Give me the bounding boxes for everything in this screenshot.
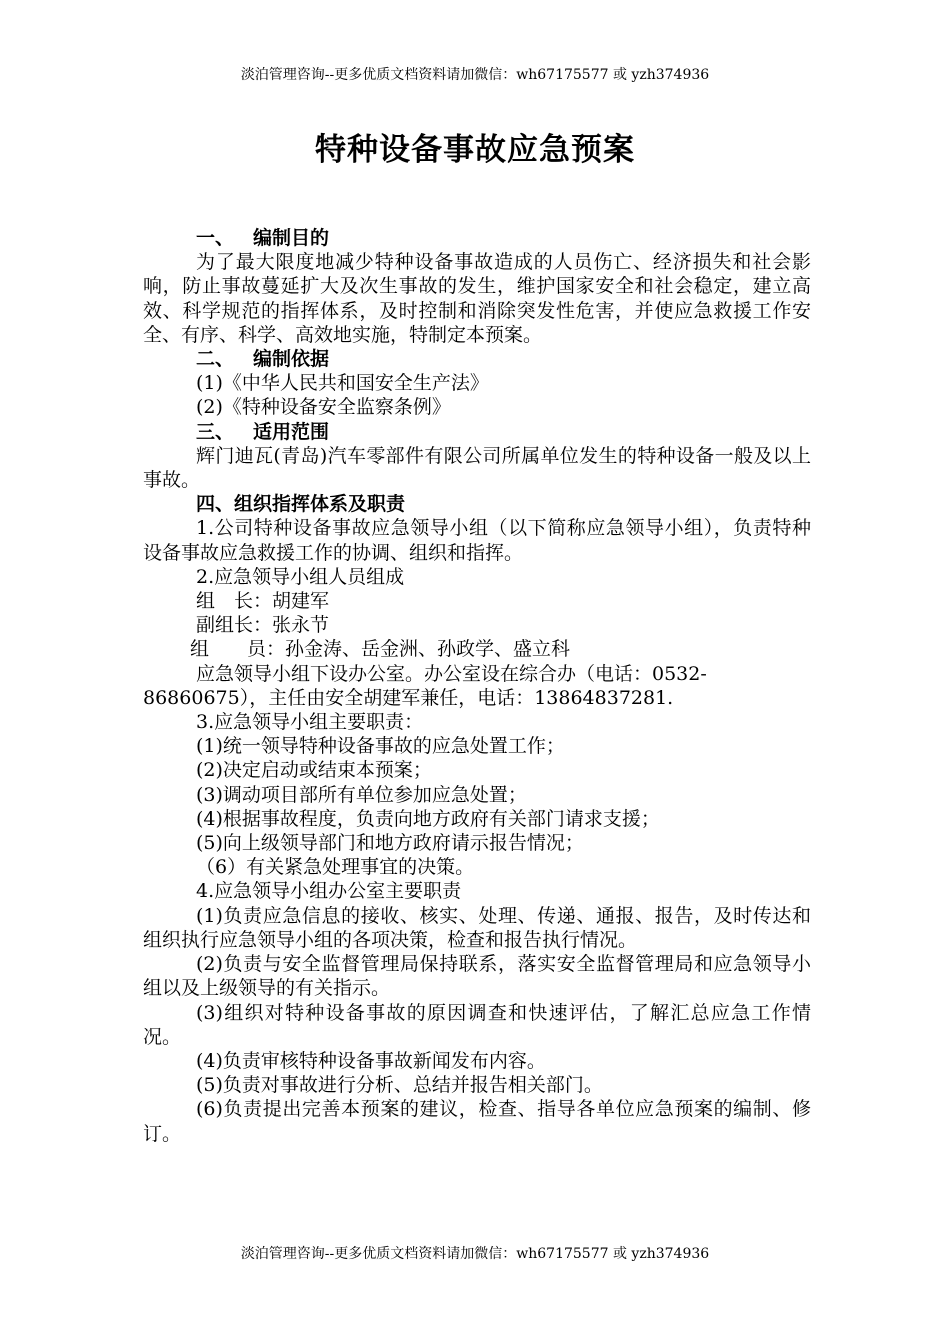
paragraph: 辉门迪瓦(青岛)汽车零部件有限公司所属单位发生的特种设备一般及以上事故。 — [143, 444, 811, 492]
section-title: 编制依据 — [253, 348, 330, 371]
list-item: (1)负责应急信息的接收、核实、处理、传递、通报、报告，及时传达和组织执行应急领导小组的各项决策，检查和报告执行情况。 — [143, 904, 811, 951]
list-item: (5)负责对事故进行分析、总结并报告相关部门。 — [196, 1074, 603, 1097]
list-item: (2)负责与安全监督管理局保持联系，落实安全监督管理局和应急领导小组以及上级领导的有关指示。 — [143, 953, 811, 1000]
paragraph: 4.应急领导小组办公室主要职责 — [196, 880, 462, 903]
list-item: (2)《特种设备安全监察条例》 — [196, 396, 451, 419]
page-footer: 淡泊管理咨询--更多优质文档资料请加微信：wh67175577 或 yzh374936 — [240, 1246, 710, 1262]
paragraph: 2.应急领导小组人员组成 — [196, 565, 405, 588]
paragraph: 为了最大限度地减少特种设备事故造成的人员伤亡、经济损失和社会影响，防止事故蔓延扩大及次生事故的发生，维护国家安全和社会稳定，建立高效、科学规范的指挥体系，及时控制和消除突发性危害，并使应急救援工作安全、有序、科学、高效地实施，特制定本预案。 — [143, 251, 811, 346]
section-heading-organization: 四、组织指挥体系及职责 — [196, 493, 406, 516]
section-number: 一、 — [196, 227, 235, 249]
list-item: (6)负责提出完善本预案的建议，检查、指导各单位应急预案的编制、修订。 — [143, 1098, 811, 1145]
paragraph: 应急领导小组下设办公室。办公室设在综合办（电话：0532-86860675），主任由安全胡建军兼任，电话：13864837281. — [143, 662, 707, 709]
section-number: 二、 — [196, 348, 235, 371]
section-heading-basis — [143, 347, 811, 371]
team-members: 组 员：孙金涛、岳金洲、孙政学、盛立科 — [190, 638, 571, 661]
section-title: 适用范围 — [253, 420, 330, 443]
section-number: 三、 — [196, 420, 235, 443]
paragraph: 1.公司特种设备事故应急领导小组（以下简称应急领导小组），负责特种设备事故应急救援工作的协调、组织和指挥。 — [143, 517, 811, 564]
list-item: (3)调动项目部所有单位参加应急处置； — [196, 783, 527, 806]
list-item: (4)根据事故程度，负责向地方政府有关部门请求支援； — [196, 807, 660, 830]
team-deputy: 副组长：张永节 — [196, 614, 330, 637]
list-item: (1)《中华人民共和国安全生产法》 — [196, 372, 489, 395]
list-item: (3)组织对特种设备事故的原因调查和快速评估，了解汇总应急工作情况。 — [143, 1001, 811, 1048]
team-leader: 组 长：胡建军 — [196, 590, 330, 613]
document-title: 特种设备事故应急预案 — [315, 132, 635, 168]
section-heading-purpose — [143, 226, 811, 250]
section-heading-scope — [143, 420, 811, 444]
list-item: (2)决定启动或结束本预案； — [196, 759, 432, 782]
list-item: (1)统一领导特种设备事故的应急处置工作； — [196, 735, 565, 758]
section-title: 编制目的 — [253, 227, 330, 249]
list-item: （6）有关紧急处理事宜的决策。 — [196, 856, 475, 879]
document-body — [143, 226, 811, 1146]
page-header: 淡泊管理咨询--更多优质文档资料请加微信：wh67175577 或 yzh374936 — [240, 67, 710, 83]
list-item: (4)负责审核特种设备事故新闻发布内容。 — [196, 1049, 546, 1072]
list-item: (5)向上级领导部门和地方政府请示报告情况； — [196, 832, 584, 855]
paragraph: 3.应急领导小组主要职责： — [196, 711, 424, 734]
